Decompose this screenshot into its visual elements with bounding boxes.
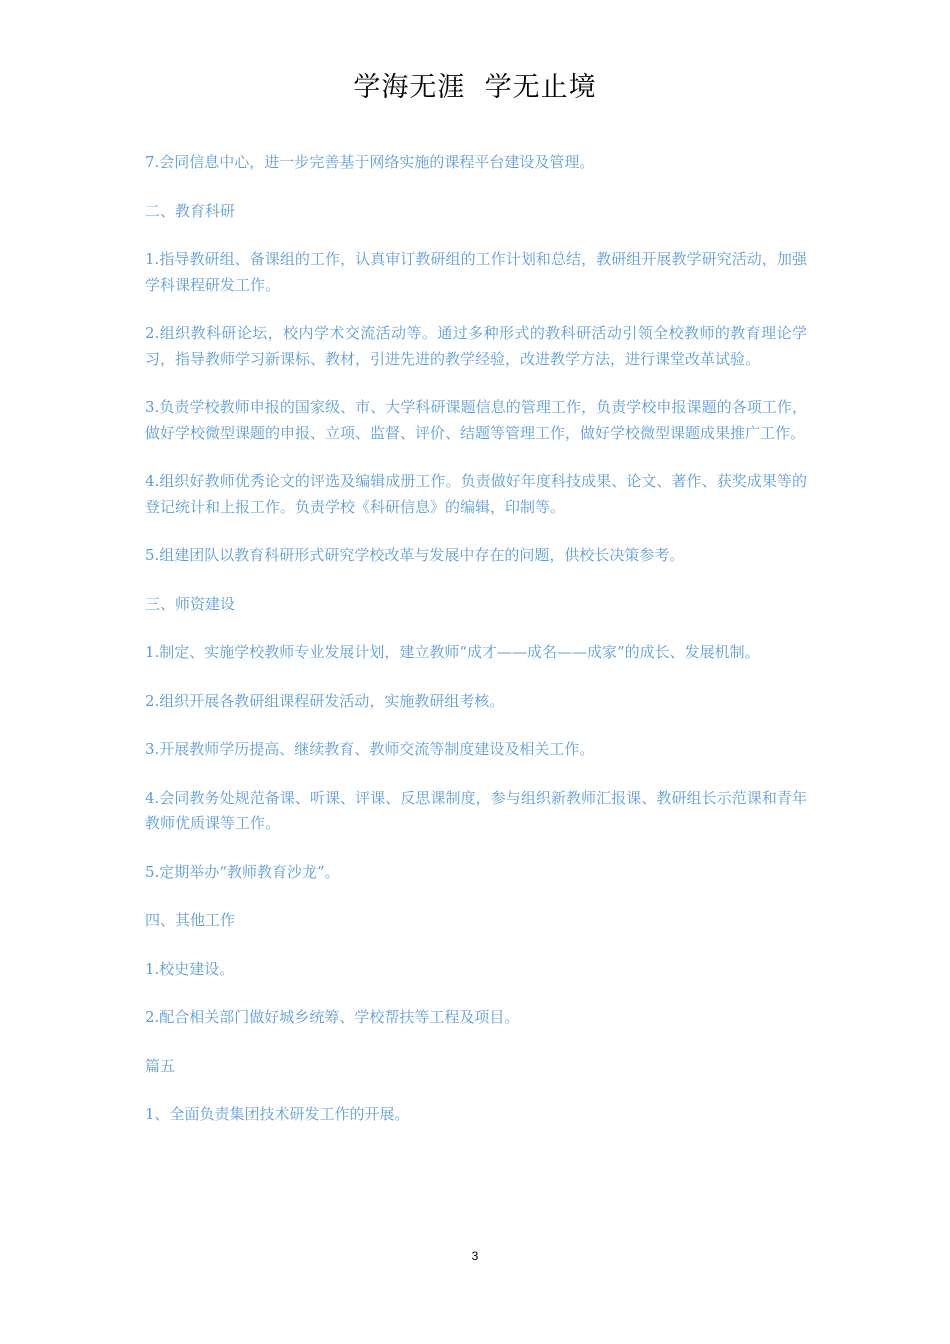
paragraph-teacher-4: 4.会同教务处规范备课、听课、评课、反思课制度，参与组织新教师汇报课、教研组长示范课和青年教师优质课等工作。 <box>145 788 807 832</box>
document-body <box>145 150 807 1151</box>
section-heading-other-work: 四、其他工作 <box>145 911 236 929</box>
paragraph-teacher-2: 2.组织开展各教研组课程研发活动，实施教研组考核。 <box>145 691 505 710</box>
paragraph-7-course-platform: 7.会同信息中心，进一步完善基于网络实施的课程平台建设及管理。 <box>145 153 595 171</box>
paragraph-research-5: 5.组建团队以教育科研形式研究学校改革与发展中存在的问题，供校长决策参考。 <box>145 546 685 564</box>
paragraph-teacher-1: 1.制定、实施学校教师专业发展计划，建立教师“成才——成名——成家”的成长、发展机制。 <box>145 643 760 661</box>
paragraph-other-2: 2.配合相关部门做好城乡统筹、学校帮扶等工程及项目。 <box>145 1008 520 1026</box>
paragraph-research-4: 4.组织好教师优秀论文的评选及编辑成册工作。负责做好年度科技成果、论文、著作、获奖成果等的登记统计和上报工作。负责学校《科研信息》的编辑，印制等。 <box>145 472 807 516</box>
page-header-title: 学海无涯 学无止境 <box>353 72 597 103</box>
paragraph-teacher-3: 3.开展教师学历提高、继续教育、教师交流等制度建设及相关工作。 <box>145 740 595 758</box>
page-number: 3 <box>471 1249 479 1263</box>
paragraph-teacher-5: 5.定期举办“教师教育沙龙”。 <box>145 862 340 881</box>
section-heading-education-research: 二、教育科研 <box>145 201 236 220</box>
paragraph-part-five-1: 1、全面负责集团技术研发工作的开展。 <box>145 1105 410 1123</box>
section-heading-teacher-development: 三、师资建设 <box>145 594 236 613</box>
paragraph-research-3: 3.负责学校教师申报的国家级、市、大学科研课题信息的管理工作，负责学校申报课题的各项工作，做好学校微型课题的申报、立项、监督、评价、结题等管理工作，做好学校微型课题成果推广工作。 <box>145 398 807 442</box>
paragraph-research-2: 2.组织教科研论坛，校内学术交流活动等。通过多种形式的教科研活动引领全校教师的教育理论学习，指导教师学习新课标、教材，引进先进的教学经验，改进教学方法，进行课堂改革试验。 <box>145 324 807 368</box>
section-heading-part-five: 篇五 <box>145 1056 176 1075</box>
paragraph-research-1: 1.指导教研组、备课组的工作，认真审订教研组的工作计划和总结，教研组开展教学研究活动，加强学科课程研发工作。 <box>145 250 807 294</box>
paragraph-other-1: 1.校史建设。 <box>145 959 235 978</box>
